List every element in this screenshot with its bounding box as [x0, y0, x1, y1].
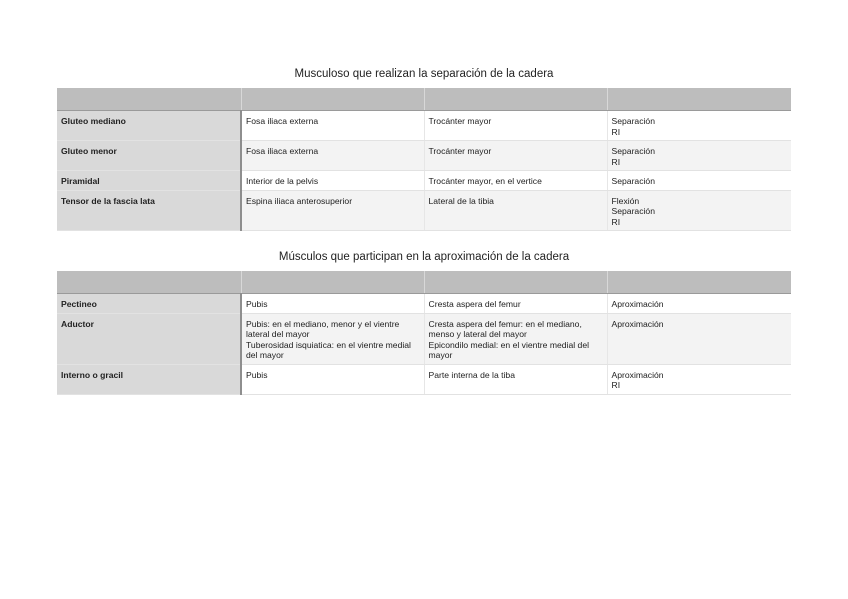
insertion-text: Parte interna de la tiba — [428, 369, 515, 380]
origin-cell — [241, 190, 424, 231]
origin-text: Espina iliaca anterosuperior — [246, 195, 353, 206]
origin-text: Tuberosidad isquiatica: en el vientre medial del mayor — [246, 339, 411, 360]
header-cell — [57, 88, 241, 111]
table-row — [57, 141, 791, 171]
insertion-cell — [424, 190, 607, 231]
insertion-text: Cresta aspera del femur: en el mediano, menso y lateral del mayor — [428, 318, 582, 339]
insertion-cell — [424, 364, 607, 394]
action-text: RI — [611, 380, 621, 390]
table-body — [57, 294, 791, 395]
action-cell — [607, 141, 791, 171]
insertion-cell — [424, 141, 607, 171]
insertion-text: Trocánter mayor, en el vertice — [428, 176, 542, 186]
table-row — [57, 190, 791, 231]
muscle-name-cell: Gluteo menor — [57, 141, 241, 171]
action-text: RI — [611, 126, 621, 137]
action-text: Flexión — [611, 195, 640, 206]
action-cell — [607, 190, 791, 231]
approximation-muscles-table — [57, 271, 791, 395]
insertion-cell — [424, 294, 607, 314]
table-title-separation: Musculoso que realizan la separación de la cadera — [294, 68, 554, 80]
origin-text: Pubis — [246, 299, 268, 309]
origin-text: Fosa iliaca externa — [246, 146, 319, 156]
table-row — [57, 111, 791, 141]
insertion-text: Lateral de la tibia — [428, 195, 494, 206]
header-cell — [424, 88, 607, 111]
origin-cell — [241, 313, 424, 364]
muscle-name-cell: Interno o gracil — [57, 364, 241, 394]
muscle-name-cell: Tensor de la fascia lata — [57, 190, 241, 231]
action-text: Aproximación — [611, 369, 664, 380]
origin-cell — [241, 111, 424, 141]
action-text: Separación — [611, 206, 655, 216]
origin-text: Fosa iliaca externa — [246, 116, 319, 126]
header-cell — [57, 271, 241, 294]
origin-text: Interior de la pelvis — [246, 176, 319, 186]
insertion-text: Trocánter mayor — [428, 146, 492, 156]
origin-cell — [241, 364, 424, 394]
muscle-name-cell: Piramidal — [57, 171, 241, 191]
table-row — [57, 313, 791, 364]
insertion-text: Cresta aspera del femur — [428, 299, 521, 309]
insertion-cell — [424, 111, 607, 141]
muscle-name-cell: Gluteo mediano — [57, 111, 241, 141]
table-body — [57, 111, 791, 231]
origin-cell — [241, 294, 424, 314]
action-text: Separación — [611, 176, 655, 186]
header-cell — [241, 88, 424, 111]
muscle-name-cell: Aductor — [57, 313, 241, 364]
action-cell — [607, 364, 791, 394]
origin-text: Pubis: en el mediano, menor y el vientre lateral del mayor — [246, 318, 400, 339]
table-row — [57, 364, 791, 394]
action-text: Aproximación — [611, 318, 664, 329]
origin-cell — [241, 171, 424, 191]
action-text: Aproximación — [611, 299, 664, 309]
header-cell — [607, 271, 791, 294]
action-cell — [607, 294, 791, 314]
action-cell — [607, 313, 791, 364]
table-row — [57, 294, 791, 314]
header-cell — [241, 271, 424, 294]
action-text: RI — [611, 216, 621, 227]
action-text: Separación — [611, 116, 655, 126]
origin-text: Pubis — [246, 369, 268, 380]
header-cell — [607, 88, 791, 111]
separation-muscles-table — [57, 88, 791, 231]
header-cell — [424, 271, 607, 294]
table-header — [57, 271, 791, 294]
table-row — [57, 171, 791, 191]
action-cell — [607, 111, 791, 141]
action-text: RI — [611, 156, 621, 167]
muscle-name-cell: Pectineo — [57, 294, 241, 314]
action-cell — [607, 171, 791, 191]
insertion-text: Epicondilo medial: en el vientre medial del mayor — [428, 339, 590, 360]
action-text: Separación — [611, 146, 655, 156]
table-title-approximation: Músculos que participan en la aproximación de la cadera — [278, 251, 570, 263]
insertion-cell — [424, 171, 607, 191]
insertion-cell — [424, 313, 607, 364]
insertion-text: Trocánter mayor — [428, 116, 492, 126]
origin-cell — [241, 141, 424, 171]
table-header — [57, 88, 791, 111]
